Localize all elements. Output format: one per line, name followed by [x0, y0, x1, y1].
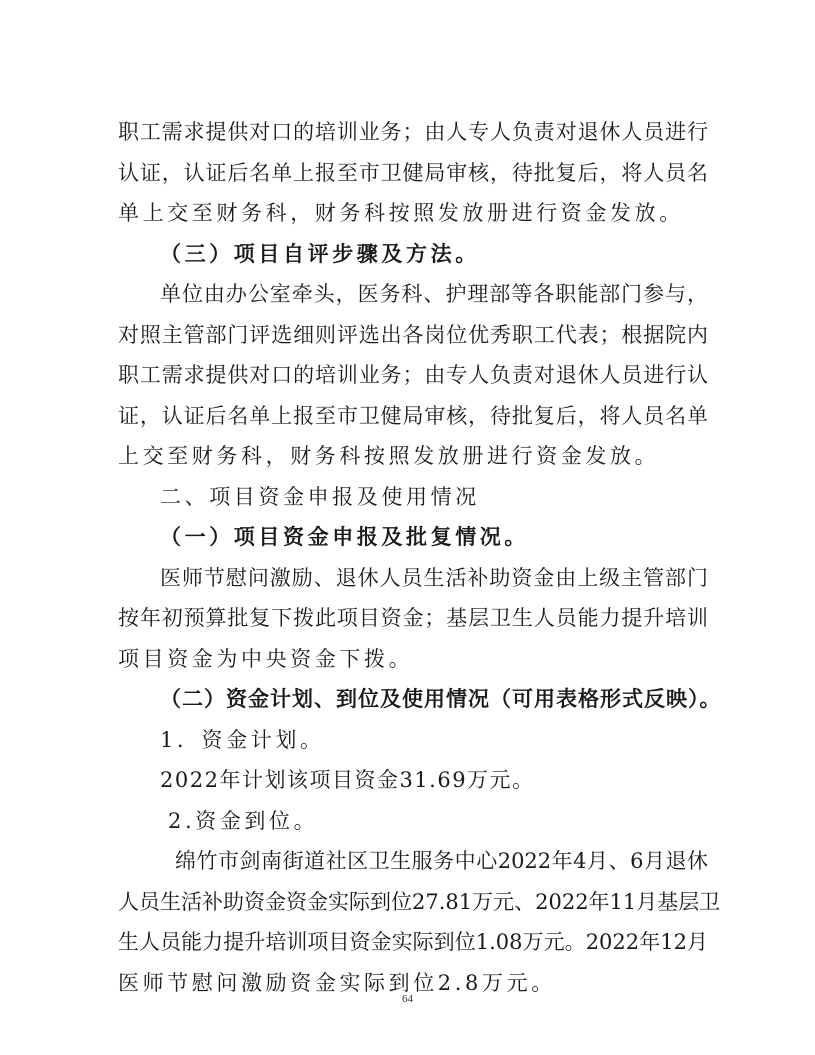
paragraph-line: 职工需求提供对口的培训业务；由人专人负责对退休人员进行	[118, 120, 708, 144]
paragraph-line: 单位由办公室牵头，医务科、护理部等各职能部门参与，	[160, 282, 708, 306]
paragraph-line: 对照主管部门评选细则评选出各岗位优秀职工代表；根据院内	[118, 322, 708, 347]
paragraph-line: 医师节慰问激励资金实际到位2.8万元。	[118, 970, 556, 995]
paragraph-line: 单上交至财务科，财务科按照发放册进行资金发放。	[118, 201, 684, 225]
paragraph-line: 生人员能力提升培训项目资金实际到位1.08万元。2022年12月	[118, 930, 708, 954]
paragraph-line: 医师节慰问激励、退休人员生活补助资金由上级主管部门	[160, 565, 708, 590]
section-heading: （三）项目自评步骤及方法。	[160, 240, 480, 266]
page-number: 64	[402, 993, 413, 1005]
paragraph-line: 2022年计划该项目资金31.69万元。	[160, 768, 535, 792]
list-item-heading: 1．资金计划。	[160, 727, 325, 752]
section-heading: （一）项目资金申报及批复情况。	[160, 524, 529, 549]
paragraph-line: 认证，认证后名单上报至市卫健局审核，待批复后，将人员名	[118, 160, 708, 185]
paragraph-line: 上交至财务科，财务科按照发放册进行资金发放。	[118, 444, 660, 468]
paragraph-line: 按年初预算批复下拨此项目资金；基层卫生人员能力提升培训	[118, 606, 708, 630]
paragraph-line: 人员生活补助资金资金实际到位27.81万元、2022年11月基层卫	[118, 889, 721, 914]
chapter-heading: 二、项目资金申报及使用情况	[160, 484, 480, 509]
paragraph-line: 职工需求提供对口的培训业务；由专人负责对退休人员进行认	[118, 363, 708, 387]
paragraph-line: 证，认证后名单上报至市卫健局审核，待批复后，将人员名单	[118, 403, 708, 428]
paragraph-line: 项目资金为中央资金下拨。	[118, 646, 414, 671]
list-item-heading: 2.资金到位。	[168, 808, 319, 833]
paragraph-line: 绵竹市剑南街道社区卫生服务中心2022年4月、6月退休	[175, 849, 708, 873]
section-heading: （二）资金计划、到位及使用情况（可用表格形式反映）。	[160, 686, 722, 711]
